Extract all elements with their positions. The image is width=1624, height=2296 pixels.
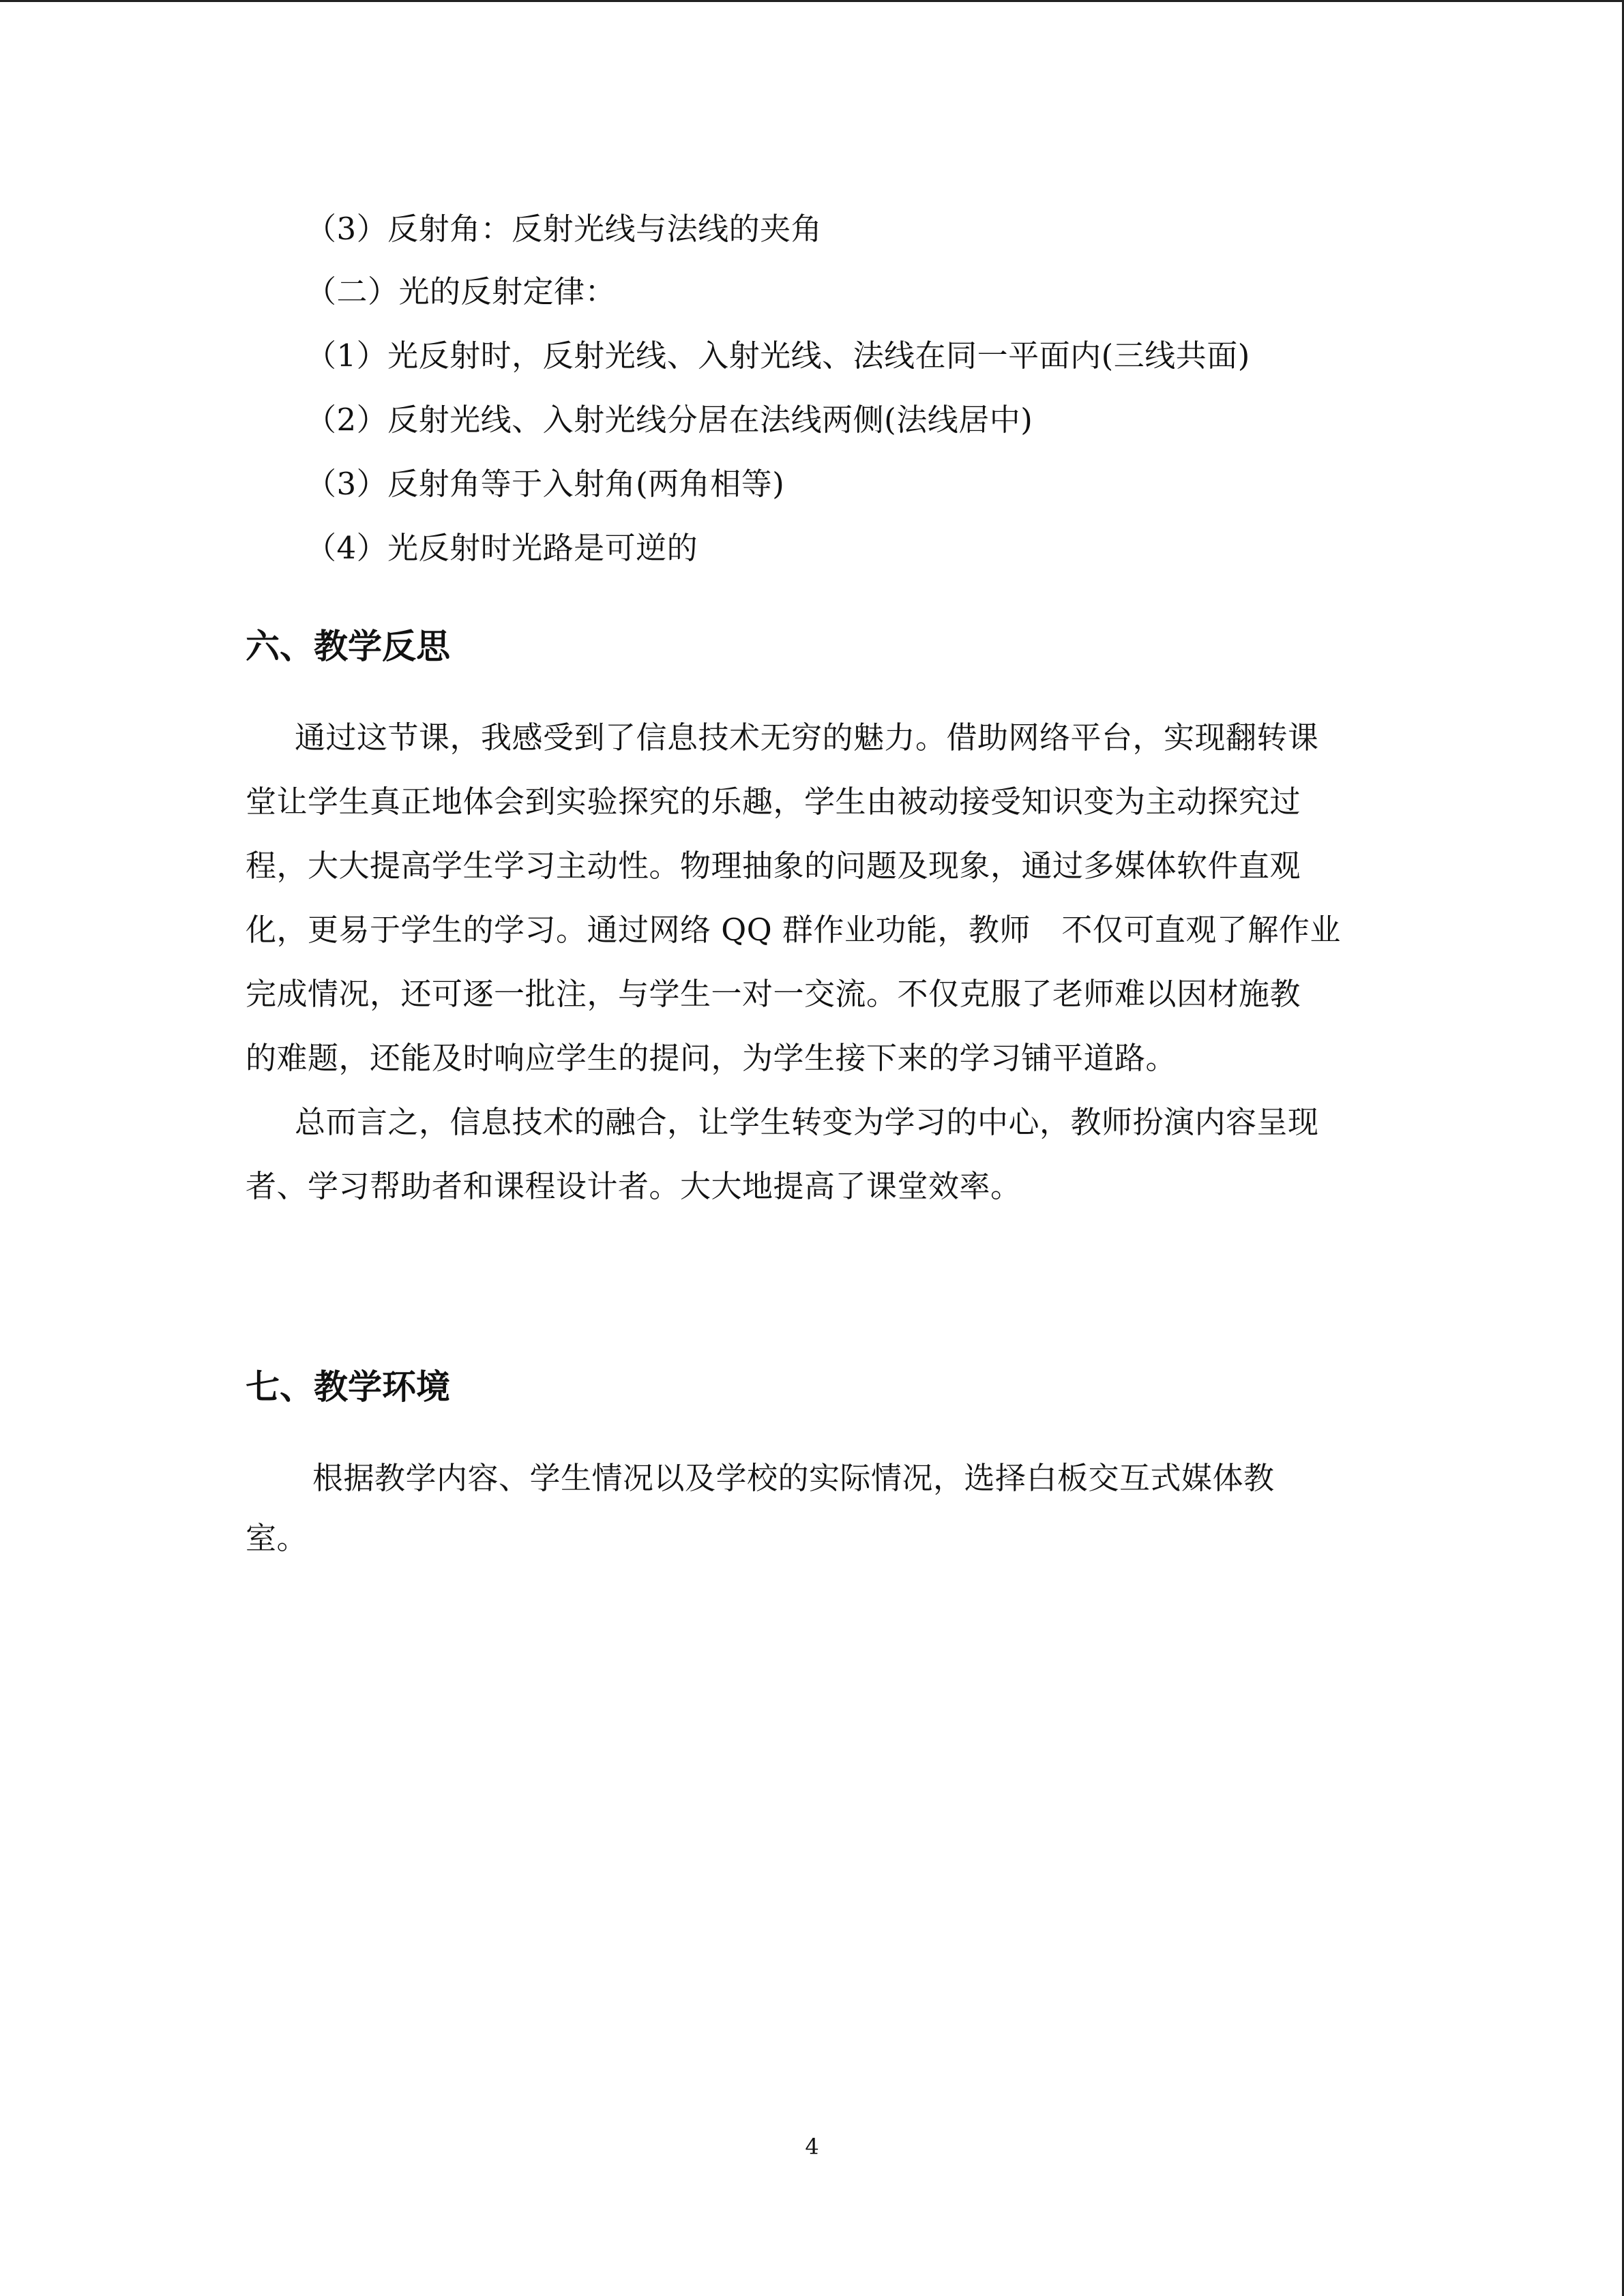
paragraph-line: 程，大大提高学生学习主动性。物理抽象的问题及现象，通过多媒体软件直观 <box>246 848 1301 884</box>
page-number: 4 <box>805 2134 819 2160</box>
list-item: （1）光反射时，反射光线、入射光线、法线在同一平面内(三线共面) <box>306 338 1250 374</box>
list-item: （4）光反射时光路是可逆的 <box>306 530 698 566</box>
paragraph-line: 通过这节课，我感受到了信息技术无穷的魅力。借助网络平台，实现翻转课 <box>295 719 1319 756</box>
paragraph-line: 根据教学内容、学生情况以及学校的实际情况，选择白板交互式媒体教 <box>312 1460 1275 1496</box>
paragraph-line: 的难题，还能及时响应学生的提问，为学生接下来的学习铺平道路。 <box>246 1040 1177 1076</box>
paragraph-line: 堂让学生真正地体会到实验探究的乐趣，学生由被动接受知识变为主动探究过 <box>246 784 1301 820</box>
list-item: （二）光的反射定律： <box>306 273 617 310</box>
paragraph-line: 总而言之，信息技术的融合，让学生转变为学习的中心，教师扮演内容呈现 <box>295 1104 1319 1140</box>
paragraph-line: 者、学习帮助者和课程设计者。大大地提高了课堂效率。 <box>246 1168 1022 1204</box>
paragraph-line: 化，更易于学生的学习。通过网络 QQ 群作业功能，教师 不仅可直观了解作业 <box>246 912 1341 948</box>
section-six-heading: 六、教学反思 <box>246 627 450 666</box>
paragraph-line: 室。 <box>246 1520 308 1556</box>
list-item: （3）反射角等于入射角(两角相等) <box>306 466 785 502</box>
list-item: （2）反射光线、入射光线分居在法线两侧(法线居中) <box>306 402 1033 438</box>
section-seven-heading: 七、教学环境 <box>246 1367 450 1407</box>
list-item: （3）反射角：反射光线与法线的夹角 <box>306 211 823 247</box>
paragraph-line: 完成情况，还可逐一批注，与学生一对一交流。不仅克服了老师难以因材施教 <box>246 976 1301 1012</box>
